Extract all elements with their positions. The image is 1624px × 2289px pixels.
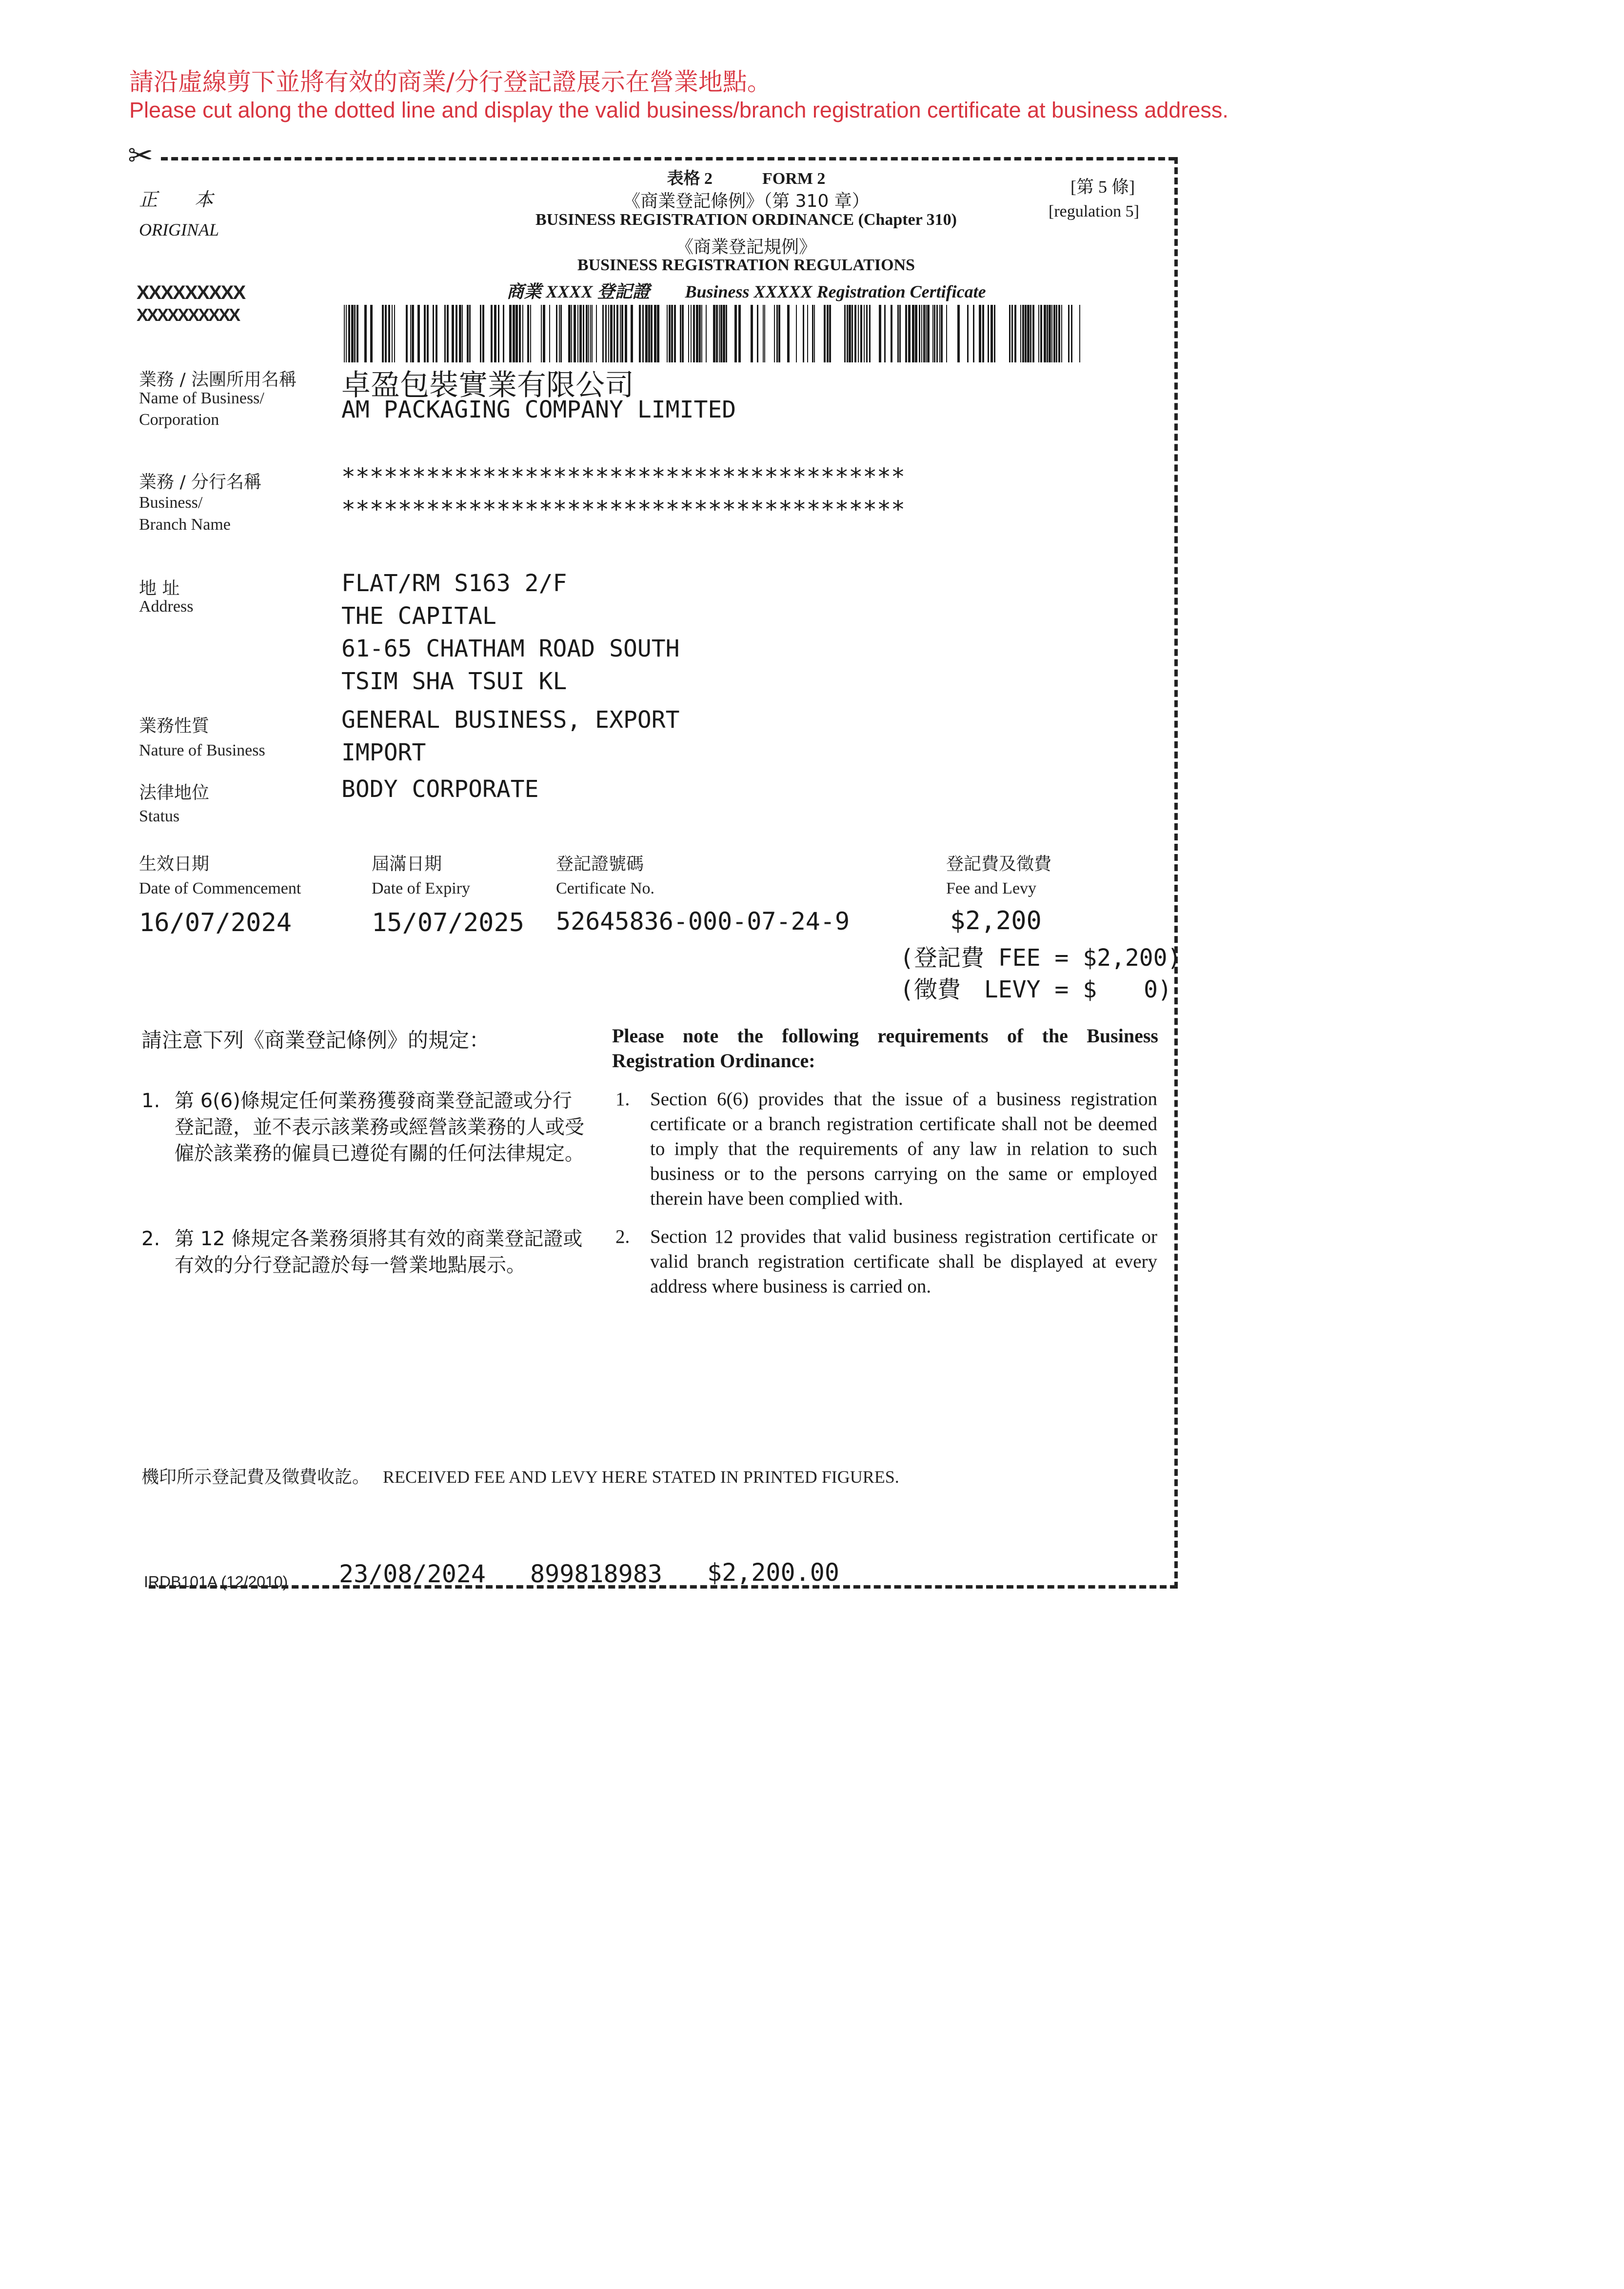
- address-line-1: FLAT/RM S163 2/F: [341, 570, 567, 597]
- barcode-bar: [1047, 305, 1048, 362]
- branch-label-en-2: Branch Name: [139, 516, 231, 534]
- address-label-zh: 地 址: [139, 578, 180, 598]
- form-code: IRDB101A (12/2010): [144, 1573, 288, 1591]
- barcode-bar: [796, 305, 797, 362]
- barcode-bar: [699, 305, 701, 362]
- barcode-bar: [1071, 305, 1072, 362]
- barcode-bar: [645, 305, 648, 362]
- status-label-en: Status: [139, 807, 180, 825]
- barcode-bar: [348, 305, 350, 362]
- barcode-bar: [891, 305, 892, 362]
- barcode-bar: [1009, 305, 1010, 362]
- regulation-ref-zh: [第 5 條]: [1070, 177, 1135, 197]
- barcode-bar: [469, 305, 471, 362]
- barcode-bar: [680, 305, 681, 362]
- barcode-bar: [829, 305, 831, 362]
- barcode-bar: [926, 305, 927, 362]
- branch-name-line-2: ****************************************: [341, 496, 905, 523]
- barcode-bar: [625, 305, 627, 362]
- barcode-bar: [447, 305, 449, 362]
- barcode-bar: [620, 305, 621, 362]
- barcode-bar: [994, 305, 995, 362]
- barcode-bar: [713, 305, 715, 362]
- received-statement-en: RECEIVED FEE AND LEVY HERE STATED IN PRINTED FIGURES.: [383, 1467, 899, 1487]
- barcode-bar: [764, 305, 765, 362]
- barcode-bar: [693, 305, 695, 362]
- barcode-bar: [844, 305, 846, 362]
- status-value: BODY CORPORATE: [341, 776, 539, 803]
- barcode-bar: [774, 305, 775, 362]
- barcode-bar: [852, 305, 853, 362]
- barcode-bar: [549, 305, 550, 362]
- requirement-1-number-en: 1.: [615, 1089, 630, 1110]
- barcode-bar: [577, 305, 578, 362]
- requirement-1-en: Section 6(6) provides that the issue of a business registration certificate or a branch registration certificate shall not be deemed to imply that the requirements of any law in relation to such business or to the persons carrying on the same or employed therein have been complied with.: [650, 1089, 1157, 1209]
- barcode-bar: [720, 305, 722, 362]
- barcode-bar: [592, 305, 593, 362]
- commencement-label-zh: 生效日期: [139, 854, 210, 874]
- barcode-bar: [356, 305, 358, 362]
- barcode-bar: [899, 305, 901, 362]
- barcode-bar: [919, 305, 920, 362]
- barcode-bar: [1022, 305, 1024, 362]
- barcode-bar: [509, 305, 512, 362]
- barcode-bar: [812, 305, 813, 362]
- barcode-bar: [674, 305, 676, 362]
- regulation-ref-en: [regulation 5]: [1049, 202, 1139, 220]
- ordinance-title-en: BUSINESS REGISTRATION ORDINANCE (Chapter 310): [535, 211, 957, 229]
- barcode-bar: [427, 305, 429, 362]
- fee-total: $2,200: [950, 906, 1042, 936]
- barcode-bar: [866, 305, 868, 362]
- barcode-bar: [410, 305, 411, 362]
- barcode-bar: [1020, 305, 1021, 362]
- barcode-bar: [1032, 305, 1034, 362]
- barcode-bar: [691, 305, 692, 362]
- barcode-bar: [1053, 305, 1055, 362]
- barcode-bar: [787, 305, 790, 362]
- barcode-bar: [522, 305, 523, 362]
- barcode-bar: [610, 305, 613, 362]
- barcode-bar: [897, 305, 899, 362]
- barcode-bar: [579, 305, 582, 362]
- barcode-bar: [932, 305, 933, 362]
- barcode-bar: [503, 305, 504, 362]
- barcode-bar: [879, 305, 881, 362]
- barcode-bar: [814, 305, 815, 362]
- regulations-title-zh: 《商業登記規例》: [675, 237, 816, 257]
- barcode-bar: [370, 305, 373, 362]
- business-name-zh: 卓盈包裝實業有限公司: [341, 368, 634, 402]
- barcode-bar: [776, 305, 778, 362]
- barcode-bar: [751, 305, 753, 362]
- received-statement-zh: 機印所示登記費及徵費收訖。: [141, 1467, 370, 1487]
- barcode-bar: [1011, 305, 1013, 362]
- barcode-bar: [915, 305, 917, 362]
- barcode-bar: [908, 305, 911, 362]
- barcode-bar: [436, 305, 437, 362]
- barcode-bar: [480, 305, 481, 362]
- fee-label-zh: 登記費及徵費: [946, 854, 1052, 874]
- requirements-heading-zh: 請注意下列《商業登記條例》的規定：: [141, 1028, 490, 1052]
- cut-line-right: [1174, 157, 1178, 1589]
- barcode-bar: [452, 305, 454, 362]
- expiry-label-zh: 屆滿日期: [372, 854, 442, 874]
- barcode-bar: [467, 305, 469, 362]
- branch-label-zh: 業務 / 分行名稱: [139, 472, 262, 492]
- barcode-bar: [927, 305, 930, 362]
- original-label-zh: 正 本: [139, 190, 214, 210]
- barcode-bar: [982, 305, 984, 362]
- barcode-bar: [803, 305, 804, 362]
- barcode-bar: [491, 305, 493, 362]
- barcode-bar: [706, 305, 707, 362]
- barcode-bar: [1068, 305, 1069, 362]
- barcode-bar: [648, 305, 650, 362]
- barcode-bar: [574, 305, 576, 362]
- barcode-bar: [719, 305, 720, 362]
- barcode-bar: [936, 305, 938, 362]
- barcode-bar: [1079, 305, 1080, 362]
- barcode-bar: [608, 305, 609, 362]
- requirement-2-en: Section 12 provides that valid business registration certificate or valid branch registration certificate shall be displayed at every address where business is carried on.: [650, 1226, 1157, 1297]
- barcode-bar: [482, 305, 484, 362]
- barcode-bar: [824, 305, 826, 362]
- barcode-bar: [1038, 305, 1039, 362]
- address-line-2: THE CAPITAL: [341, 602, 496, 630]
- barcode-bar: [543, 305, 545, 362]
- regulations-title-en: BUSINESS REGISTRATION REGULATIONS: [577, 256, 915, 274]
- barcode-bar: [394, 305, 395, 362]
- expiry-date: 15/07/2025: [372, 908, 525, 937]
- barcode-bar: [412, 305, 414, 362]
- scissors-icon: ✂: [128, 138, 153, 173]
- barcode-bar: [631, 305, 633, 362]
- barcode-bar: [912, 305, 914, 362]
- barcode-bar: [605, 305, 607, 362]
- barcode-bar: [385, 305, 387, 362]
- barcode-bar: [346, 305, 347, 362]
- barcode-bar: [1027, 305, 1030, 362]
- barcode-bar: [669, 305, 671, 362]
- barcode-bar: [778, 305, 780, 362]
- requirement-2-number-zh: 2.: [141, 1228, 160, 1250]
- barcode-bar: [530, 305, 531, 362]
- barcode-bar: [344, 305, 345, 362]
- barcode-bar: [586, 305, 588, 362]
- payment-date: 23/08/2024: [339, 1560, 486, 1588]
- barcode-bar: [364, 305, 367, 362]
- barcode-bar: [519, 305, 521, 362]
- barcode-bar: [406, 305, 408, 362]
- barcode-bar: [807, 305, 808, 362]
- barcode: [344, 305, 1080, 362]
- branch-label-en-1: Business/: [139, 494, 203, 512]
- branch-name-line-1: ****************************************: [341, 463, 905, 491]
- name-label-en-1: Name of Business/: [139, 389, 264, 407]
- barcode-bar: [651, 305, 653, 362]
- received-statement: [141, 1463, 899, 1488]
- barcode-bar: [734, 305, 737, 362]
- expiry-label-en: Date of Expiry: [372, 879, 471, 897]
- barcode-bar: [941, 305, 943, 362]
- barcode-bar: [884, 305, 886, 362]
- barcode-bar: [921, 305, 922, 362]
- barcode-bar: [559, 305, 560, 362]
- levy-line: (徵費 LEVY = $ 0): [900, 976, 1172, 1003]
- barcode-bar: [1056, 305, 1057, 362]
- payment-amount: $2,200.00: [707, 1558, 839, 1587]
- barcode-bar: [642, 305, 644, 362]
- address-line-4: TSIM SHA TSUI KL: [341, 668, 567, 695]
- barcode-bar: [701, 305, 702, 362]
- barcode-bar: [682, 305, 684, 362]
- barcode-bar: [671, 305, 673, 362]
- barcode-bar: [763, 305, 764, 362]
- barcode-bar: [388, 305, 390, 362]
- requirement-2-zh: 第 12 條規定各業務須將其有效的商業登記證或有效的分行登記證於每一營業地點展示。: [175, 1228, 583, 1276]
- cut-notice-zh: 請沿虛線剪下並將有效的商業/分行登記證展示在營業地點。: [129, 68, 772, 96]
- receipt-number: 899818983: [530, 1560, 662, 1588]
- barcode-bar: [571, 305, 572, 362]
- barcode-bar: [860, 305, 862, 362]
- barcode-bar: [515, 305, 518, 362]
- barcode-bar: [621, 305, 623, 362]
- barcode-bar: [392, 305, 393, 362]
- barcode-bar: [616, 305, 618, 362]
- barcode-bar: [858, 305, 859, 362]
- barcode-bar: [990, 305, 993, 362]
- requirements-heading-en: Please note the following requirements of the Business Registration Ordinance:: [612, 1025, 1158, 1072]
- nature-line-2: IMPORT: [341, 739, 426, 766]
- certificate-title: 商業 XXXX 登記證 Business XXXXX Registration Certificate: [506, 282, 986, 301]
- barcode-bar: [602, 305, 604, 362]
- barcode-bar: [723, 305, 725, 362]
- barcode-bar: [382, 305, 384, 362]
- barcode-bar: [973, 305, 974, 362]
- barcode-bar: [726, 305, 727, 362]
- barcode-bar: [946, 305, 947, 362]
- barcode-bar: [462, 305, 463, 362]
- nature-label-zh: 業務性質: [139, 716, 210, 736]
- barcode-bar: [905, 305, 907, 362]
- barcode-bar: [696, 305, 698, 362]
- business-name-en: AM PACKAGING COMPANY LIMITED: [341, 396, 736, 423]
- cert-no-label-zh: 登記證號碼: [556, 854, 644, 874]
- barcode-bar: [688, 305, 689, 362]
- barcode-bar: [596, 305, 597, 362]
- commencement-label-en: Date of Commencement: [139, 879, 301, 897]
- cert-no-label-en: Certificate No.: [556, 879, 655, 897]
- barcode-bar: [354, 305, 356, 362]
- barcode-bar: [827, 305, 829, 362]
- barcode-bar: [869, 305, 871, 362]
- barcode-bar: [738, 305, 741, 362]
- barcode-bar: [1040, 305, 1042, 362]
- barcode-bar: [614, 305, 615, 362]
- barcode-bar: [424, 305, 426, 362]
- requirement-2-number-en: 2.: [615, 1226, 630, 1247]
- certificate-number: 52645836-000-07-24-9: [556, 907, 850, 936]
- barcode-bar: [494, 305, 496, 362]
- requirement-1-number-zh: 1.: [141, 1090, 160, 1112]
- address-line-3: 61-65 CHATHAM ROAD SOUTH: [341, 635, 680, 662]
- barcode-bar: [854, 305, 856, 362]
- barcode-bar: [513, 305, 515, 362]
- barcode-bar: [923, 305, 925, 362]
- barcode-bar: [967, 305, 969, 362]
- barcode-bar: [1030, 305, 1031, 362]
- barcode-bar: [849, 305, 851, 362]
- fee-label-en: Fee and Levy: [946, 879, 1037, 897]
- barcode-bar: [979, 305, 981, 362]
- original-label-en: ORIGINAL: [139, 220, 219, 239]
- barcode-bar: [654, 305, 656, 362]
- address-label-en: Address: [139, 597, 194, 616]
- masked-code-1: XXXXXXXXX: [137, 282, 245, 303]
- barcode-bar: [1051, 305, 1052, 362]
- barcode-bar: [433, 305, 434, 362]
- form-number: 表格 2 FORM 2: [667, 170, 826, 188]
- barcode-bar: [1061, 305, 1062, 362]
- cut-line-bottom: [149, 1585, 1177, 1589]
- barcode-bar: [498, 305, 499, 362]
- barcode-bar: [1014, 305, 1016, 362]
- barcode-bar: [667, 305, 668, 362]
- barcode-bar: [957, 305, 960, 362]
- barcode-bar: [988, 305, 989, 362]
- cut-line-top: [161, 157, 1175, 160]
- masked-code-2: XXXXXXXXXX: [137, 305, 239, 325]
- barcode-bar: [444, 305, 446, 362]
- barcode-bar: [456, 305, 457, 362]
- nature-label-en: Nature of Business: [139, 741, 265, 759]
- barcode-bar: [657, 305, 659, 362]
- barcode-bar: [934, 305, 935, 362]
- barcode-bar: [417, 305, 420, 362]
- requirement-1-zh: 第 6(6)條規定任何業務獲發商業登記證或分行登記證，並不表示該業務或經營該業務的人或受僱於該業務的僱員已遵從有關的任何法律規定。: [175, 1090, 584, 1165]
- barcode-bar: [1049, 305, 1051, 362]
- barcode-bar: [757, 305, 758, 362]
- barcode-bar: [583, 305, 584, 362]
- barcode-bar: [864, 305, 865, 362]
- barcode-bar: [847, 305, 848, 362]
- registration-fee-line: (登記費 FEE = $2,200): [900, 944, 1182, 972]
- barcode-bar: [639, 305, 641, 362]
- barcode-bar: [588, 305, 589, 362]
- barcode-bar: [716, 305, 718, 362]
- name-label-en-2: Corporation: [139, 411, 219, 429]
- barcode-bar: [590, 305, 591, 362]
- ordinance-title-zh: 《商業登記條例》（第 310 章）: [623, 191, 870, 211]
- barcode-bar: [541, 305, 542, 362]
- barcode-bar: [1058, 305, 1060, 362]
- barcode-bar: [1044, 305, 1046, 362]
- barcode-bar: [459, 305, 461, 362]
- barcode-bar: [351, 305, 354, 362]
- barcode-bar: [556, 305, 557, 362]
- barcode-bar: [560, 305, 562, 362]
- barcode-bar: [939, 305, 940, 362]
- cut-notice-en: Please cut along the dotted line and display the valid business/branch registration certificate at business address.: [129, 98, 1228, 122]
- name-label-zh: 業務 / 法團所用名稱: [139, 370, 297, 390]
- barcode-bar: [527, 305, 529, 362]
- barcode-bar: [1025, 305, 1027, 362]
- barcode-bar: [568, 305, 571, 362]
- status-label-zh: 法律地位: [139, 783, 210, 803]
- commencement-date: 16/07/2024: [139, 908, 292, 937]
- nature-line-1: GENERAL BUSINESS, EXPORT: [341, 706, 680, 734]
